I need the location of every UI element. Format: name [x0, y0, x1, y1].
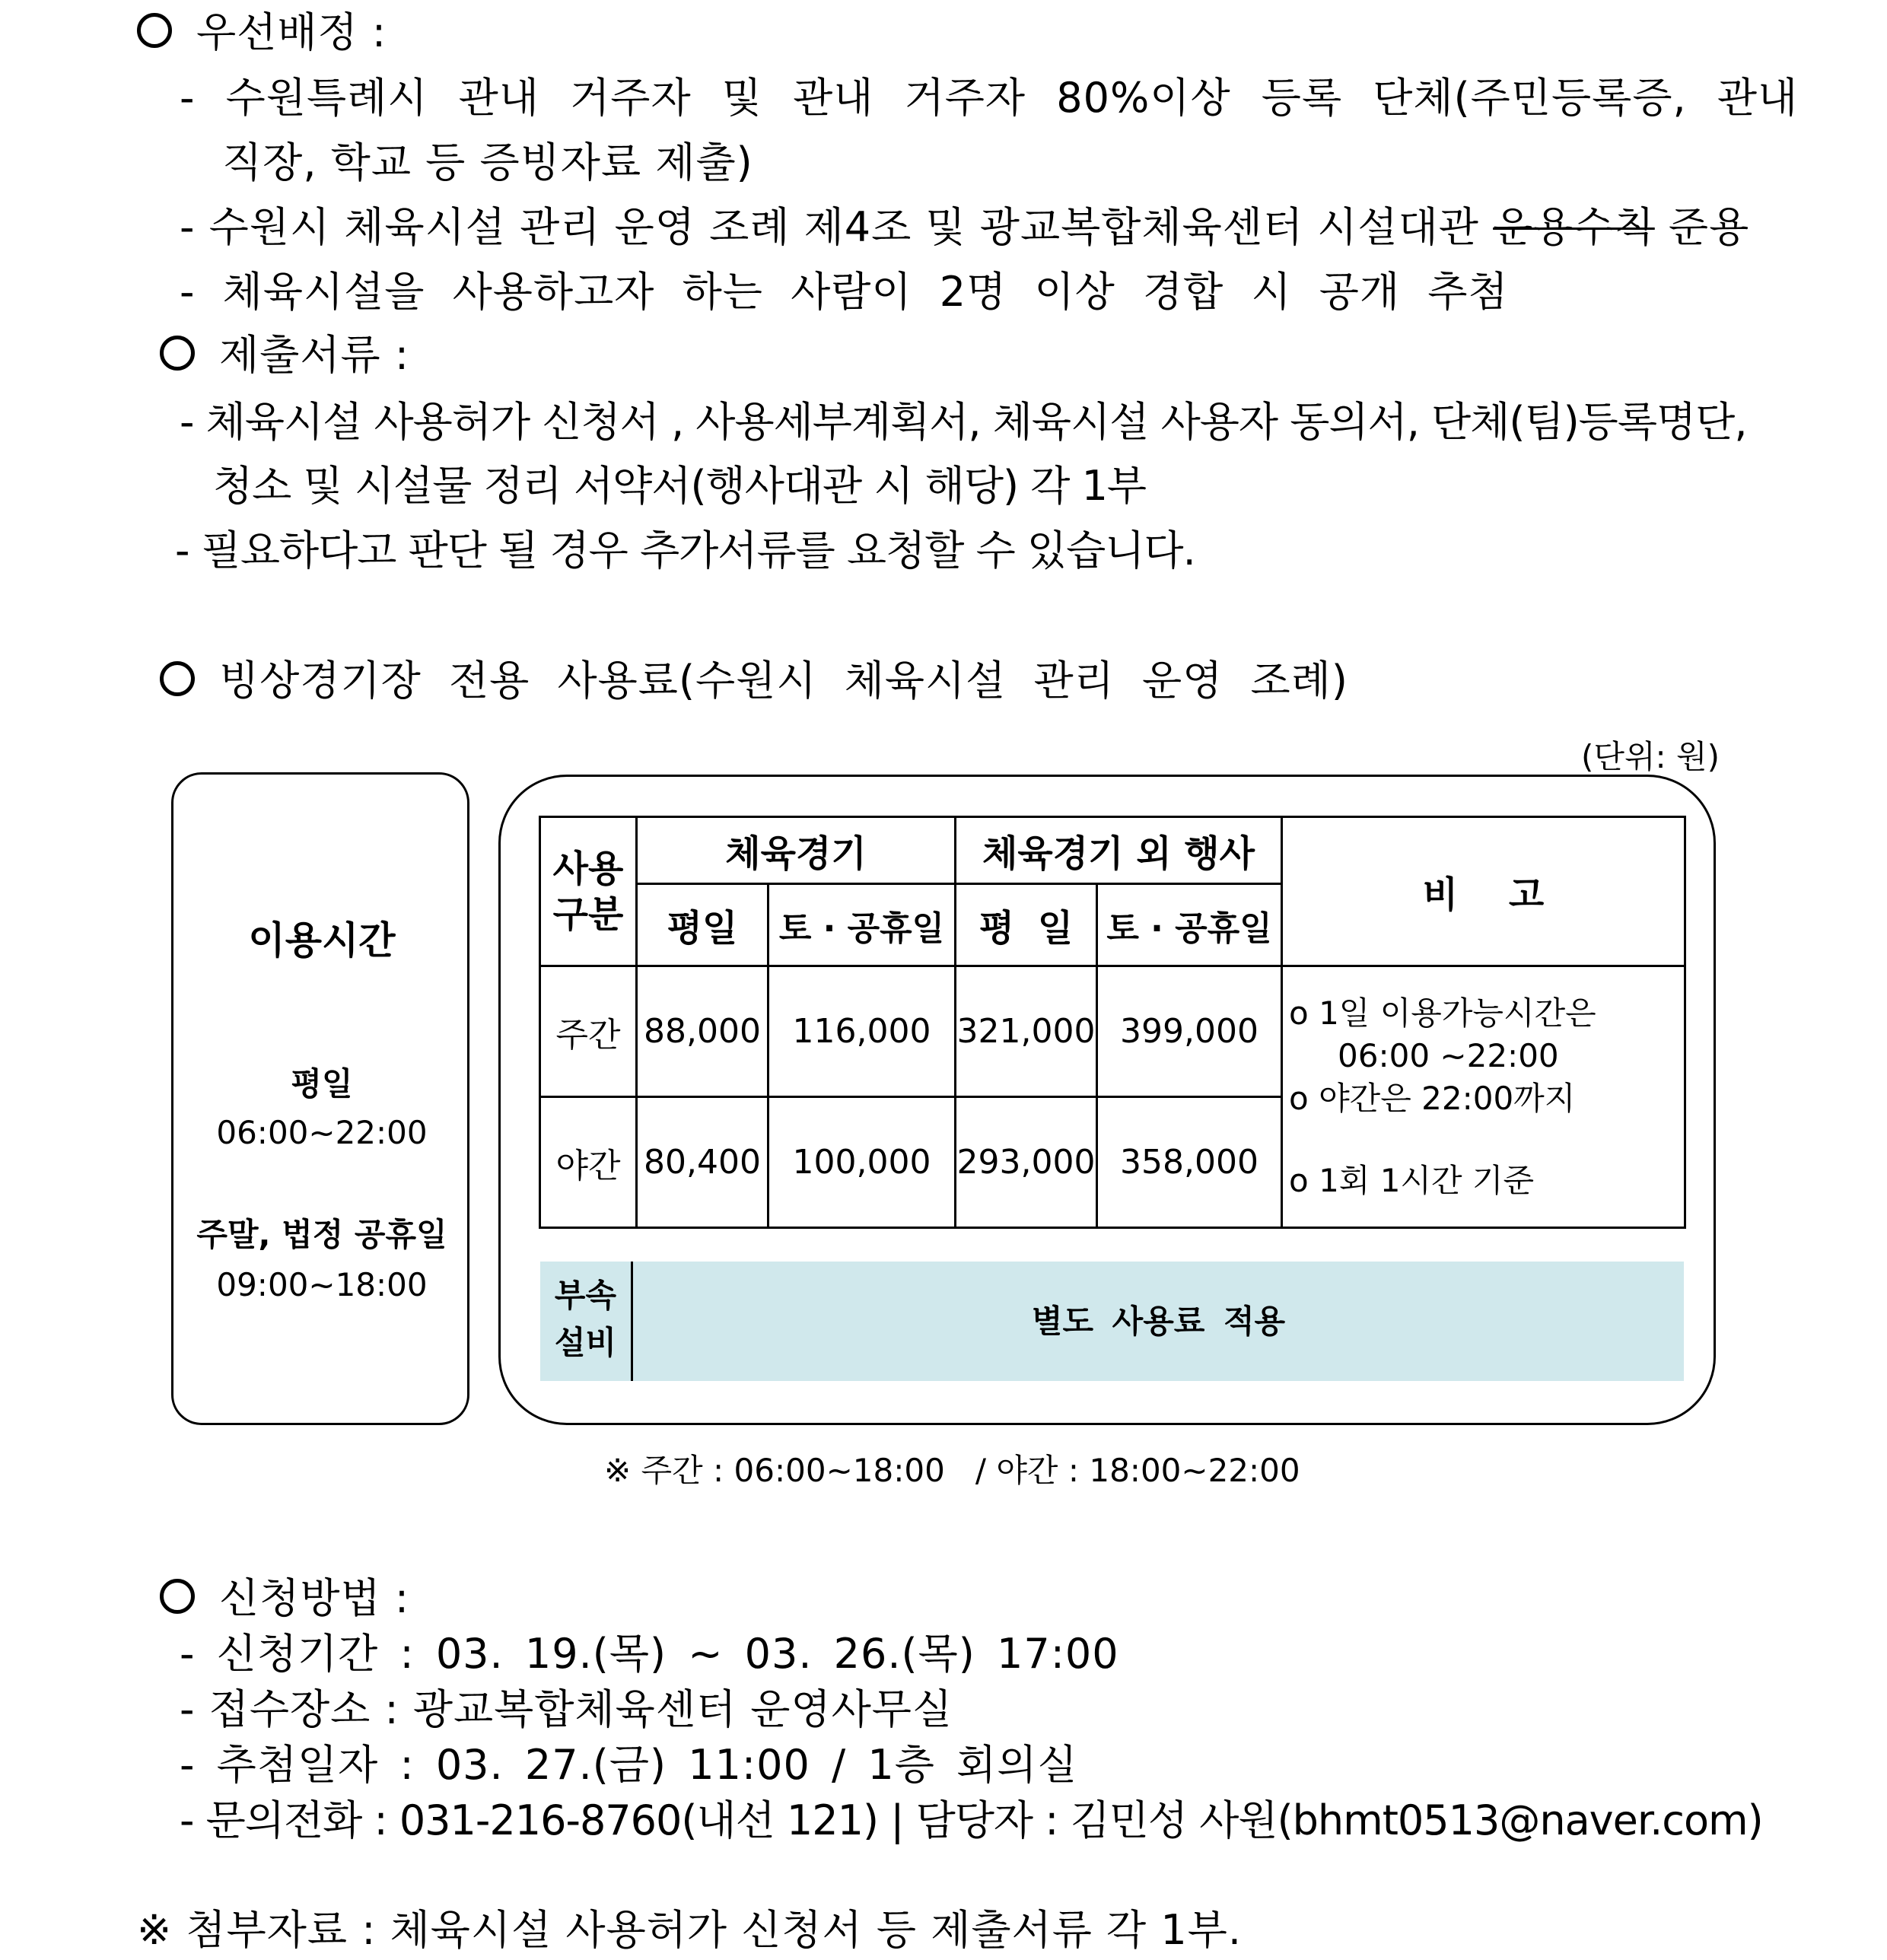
hours-box-title: 이용시간 — [248, 918, 396, 963]
priority-heading: 우선배정 : — [137, 12, 387, 53]
fees-heading: 빙상경기장 전용 사용료(수원시 체육시설 관리 운영 조례) — [160, 660, 1348, 702]
cell-sports-weekday: 88,000 — [637, 966, 768, 1097]
application-draw-date: - 추첨일자 : 03. 27.(금) 11:00 / 1층 회의실 — [180, 1741, 1078, 1789]
documents-heading: 제출서류 : — [160, 335, 409, 376]
row-label: 야간 — [540, 1097, 637, 1228]
cell-sports-holiday: 116,000 — [768, 966, 956, 1097]
application-contact: - 문의전화 : 031-216-8760(내선 121) | 담당자 : 김민성 사원(bhmt0513@naver.com) — [180, 1796, 1763, 1844]
fee-table — [539, 816, 1686, 1229]
priority-item-1: - 수원특례시 관내 거주자 및 관내 거주자 80%이상 등록 단체(주민등록증, 관내 — [180, 74, 1799, 122]
unit-label: (단위: 원) — [1581, 738, 1720, 775]
header-sports-holiday: 토 · 공휴일 — [768, 884, 956, 966]
weekday-hours: 06:00~22:00 — [216, 1114, 428, 1151]
hours-box — [171, 772, 469, 1425]
weekend-hours: 09:00~18:00 — [216, 1266, 428, 1303]
row-label: 주간 — [540, 966, 637, 1097]
accessory-value: 별도 사용료 적용 — [1031, 1303, 1286, 1340]
bullet-circle-icon — [160, 661, 195, 696]
accessory-equipment-row — [540, 1262, 1684, 1381]
accessory-label: 부속 설비 — [540, 1262, 633, 1381]
table-row — [540, 966, 1685, 1097]
header-events-weekday: 평 일 — [956, 884, 1097, 966]
application-heading: 신청방법 : — [160, 1578, 409, 1619]
priority-item-2: - 수원시 체육시설 관리 운영 조례 제4조 및 광교복합체육센터 시설대관 운용수칙 준용 — [180, 203, 1750, 251]
underlined-term: 운용수칙 — [1493, 203, 1655, 251]
priority-item-3: - 체육시설을 사용하고자 하는 사람이 2명 이상 경합 시 공개 추첨 — [180, 268, 1509, 316]
header-usage-type: 사용 구분 — [540, 817, 637, 966]
weekend-label: 주말, 법정 공휴일 — [196, 1216, 447, 1253]
cell-sports-holiday: 100,000 — [768, 1097, 956, 1228]
header-remarks: 비 고 — [1282, 817, 1685, 966]
attachment-note: ※ 첨부자료 : 체육시설 사용허가 신청서 등 제출서류 각 1부. — [137, 1906, 1243, 1954]
cell-events-weekday: 293,000 — [956, 1097, 1097, 1228]
bullet-circle-icon — [160, 1579, 195, 1614]
header-sports: 체육경기 — [637, 817, 956, 884]
documents-item-2: - 필요하다고 판단 될 경우 추가서류를 요청할 수 있습니다. — [175, 527, 1195, 574]
application-period: - 신청기간 : 03. 19.(목) ~ 03. 26.(목) 17:00 — [180, 1630, 1119, 1678]
application-location: - 접수장소 : 광교복합체육센터 운영사무실 — [180, 1685, 953, 1733]
header-events-holiday: 토 · 공휴일 — [1097, 884, 1282, 966]
cell-sports-weekday: 80,400 — [637, 1097, 768, 1228]
priority-item-1-cont: 직장, 학교 등 증빙자료 제출) — [222, 138, 753, 186]
weekday-label: 평일 — [291, 1065, 353, 1102]
documents-item-1-cont: 청소 및 시설물 정리 서약서(행사대관 시 해당) 각 1부 — [213, 462, 1147, 510]
documents-item-1: - 체육시설 사용허가 신청서 , 사용세부계획서, 체육시설 사용자 동의서, 단체(팀)등록명단, — [180, 398, 1747, 446]
cell-events-holiday: 358,000 — [1097, 1097, 1282, 1228]
bullet-circle-icon — [160, 336, 195, 371]
cell-events-holiday: 399,000 — [1097, 966, 1282, 1097]
cell-events-weekday: 321,000 — [956, 966, 1097, 1097]
header-sports-weekday: 평일 — [637, 884, 768, 966]
remarks-cell: o 1일 이용가능시간은 06:00 ~22:00 o 야간은 22:00까지 o 1회 1시간 기준 — [1282, 966, 1685, 1228]
header-events: 체육경기 외 행사 — [956, 817, 1282, 884]
bullet-circle-icon — [137, 13, 172, 48]
fees-footnote: ※ 주간 : 06:00~18:00 / 야간 : 18:00~22:00 — [604, 1452, 1300, 1489]
